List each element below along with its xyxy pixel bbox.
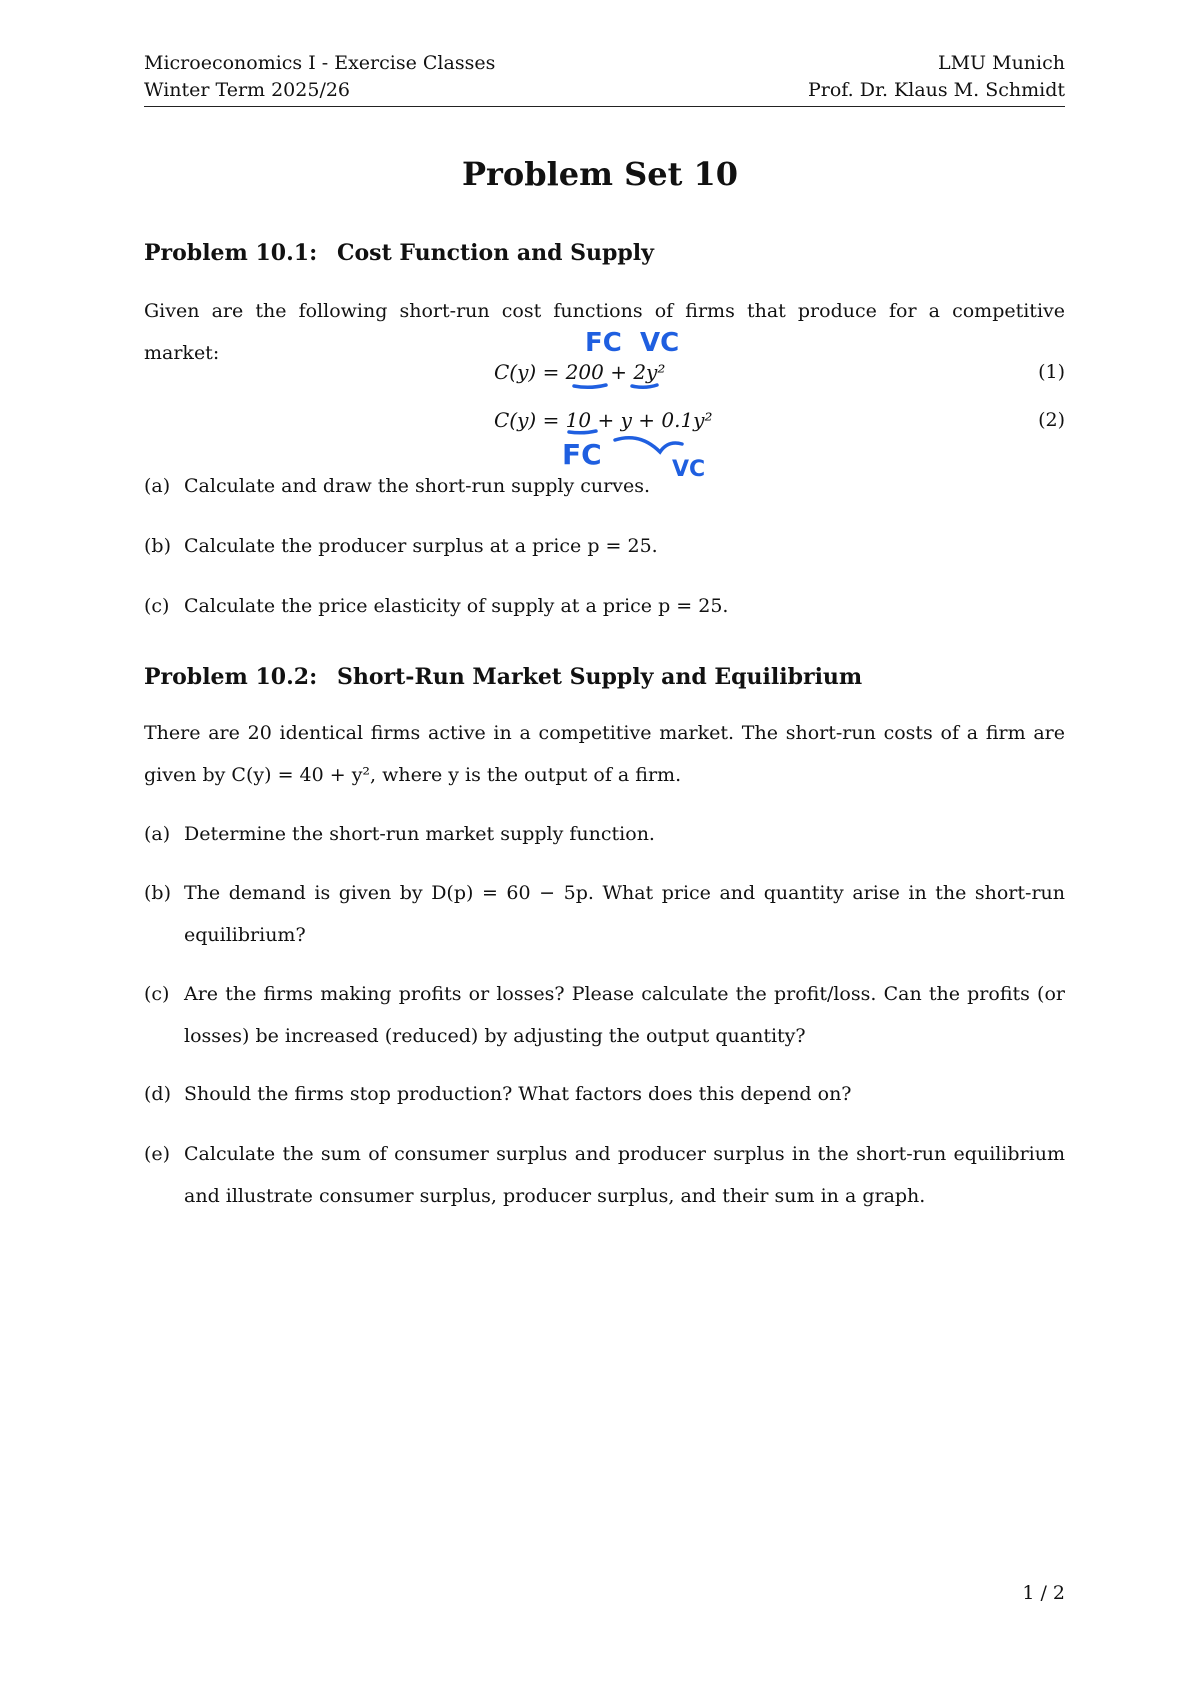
item-text: Are the firms making profits or losses? Please calculate the profit/loss. Can the profits (or losses) be increased (reduced) by adjusting the output quantity? bbox=[184, 983, 1065, 1047]
problem-1-number: Problem 10.1: bbox=[144, 240, 318, 266]
item-label: (e) bbox=[144, 1143, 171, 1165]
problem-2-item-e bbox=[144, 1133, 1065, 1217]
problem-1-title: Cost Function and Supply bbox=[337, 240, 654, 266]
brace-vc-2 bbox=[615, 438, 682, 452]
problem-2-heading bbox=[144, 664, 862, 690]
annotation-vc-1: VC bbox=[640, 328, 680, 358]
item-text: Should the firms stop production? What factors does this depend on? bbox=[184, 1083, 852, 1105]
equation-1-number: (1) bbox=[1038, 361, 1065, 383]
problem-1-intro: Given are the following short-run cost functions of firms that produce for a competitive market: bbox=[144, 300, 1065, 364]
university: LMU Munich bbox=[937, 52, 1065, 74]
problem-2-item-a bbox=[144, 813, 1065, 855]
item-label: (a) bbox=[144, 823, 171, 845]
annotation-fc-1: FC bbox=[585, 328, 622, 358]
problem-2-item-b bbox=[144, 872, 1065, 956]
problem-1-item-b bbox=[144, 525, 1065, 567]
annotation-vc-2: VC bbox=[672, 457, 706, 482]
problem-2-number: Problem 10.2: bbox=[144, 664, 318, 690]
item-text: Calculate and draw the short-run supply curves. bbox=[184, 475, 650, 497]
problem-2-title: Short-Run Market Supply and Equilibrium bbox=[337, 664, 863, 690]
annotation-fc-2: FC bbox=[562, 438, 602, 471]
item-label: (b) bbox=[144, 882, 171, 904]
problem-1-item-a bbox=[144, 465, 1065, 507]
item-label: (b) bbox=[144, 535, 171, 557]
problem-2-item-d bbox=[144, 1073, 1065, 1115]
problem-2-intro: There are 20 identical firms active in a competitive market. The short-run costs of a firm are given by C(y) = 40 + y², where y is the output of a firm. bbox=[144, 722, 1065, 786]
underline-2y2 bbox=[632, 385, 657, 387]
equation-2: C(y) = 10 + y + 0.1y² bbox=[494, 408, 713, 432]
equation-1: C(y) = 200 + 2y² bbox=[494, 360, 666, 384]
item-text: Calculate the price elasticity of supply at a price p = 25. bbox=[184, 595, 729, 617]
header-rule bbox=[144, 106, 1065, 107]
item-text: Calculate the producer surplus at a price p = 25. bbox=[184, 535, 658, 557]
underline-200 bbox=[574, 385, 606, 387]
professor: Prof. Dr. Klaus M. Schmidt bbox=[808, 79, 1065, 101]
page-title: Problem Set 10 bbox=[461, 155, 739, 193]
term: Winter Term 2025/26 bbox=[144, 79, 351, 101]
item-label: (c) bbox=[144, 983, 170, 1005]
item-text: Calculate the sum of consumer surplus and producer surplus in the short-run equilibrium and illustrate consumer surplus, producer surplus, and their sum in a graph. bbox=[184, 1143, 1065, 1207]
item-label: (a) bbox=[144, 475, 171, 497]
course-name: Microeconomics I - Exercise Classes bbox=[144, 52, 496, 74]
item-label: (d) bbox=[144, 1083, 171, 1105]
page-header bbox=[144, 50, 1065, 104]
equation-2-number: (2) bbox=[1038, 409, 1065, 431]
item-label: (c) bbox=[144, 595, 170, 617]
problem-1-heading bbox=[144, 240, 654, 266]
item-text: Determine the short-run market supply function. bbox=[184, 823, 655, 845]
page-number: 1 / 2 bbox=[1022, 1582, 1065, 1604]
item-text: The demand is given by D(p) = 60 − 5p. What price and quantity arise in the short-run equilibrium? bbox=[184, 882, 1065, 946]
problem-1-item-c bbox=[144, 585, 1065, 627]
problem-2-item-c bbox=[144, 973, 1065, 1057]
